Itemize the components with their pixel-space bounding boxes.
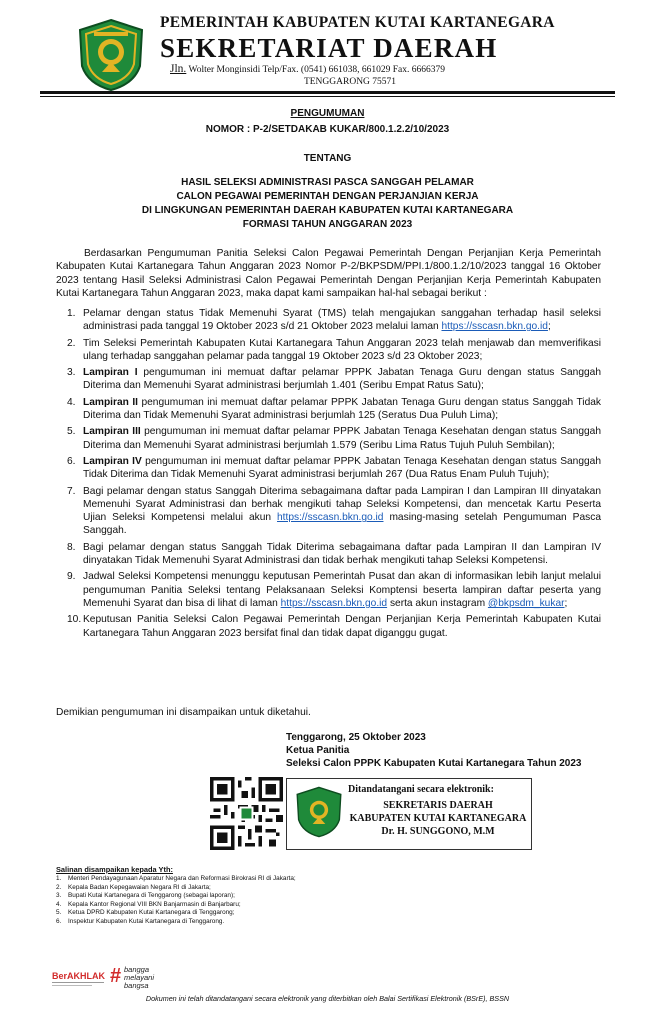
list-item: 6. Inspektur Kabupaten Kutai Kartanegara di Tenggarong. [56, 917, 225, 925]
list-item: 4. Kepala Kantor Regional VIII BKN Banjarmasin di Banjarbaru; [56, 900, 241, 908]
list-item: 2. Kepala Badan Kepegawaian Negara RI di Jakarta; [56, 883, 211, 891]
list-item: 1. Menteri Pendayagunaan Aparatur Negara dan Reformasi Birokrasi RI di Jakarta; [56, 875, 296, 882]
berakhlak-logo [52, 964, 172, 990]
esign-label: Ditandatangani secara elektronik: [348, 784, 494, 795]
address-text: Wolter Monginsidi Telp/Fax. (0541) 661038, 661029 Fax. 6666379 [188, 65, 445, 75]
copies-title: Salinan disampaikan kepada Yth: [56, 865, 173, 874]
address-prefix: Jln. [170, 63, 187, 75]
instagram-link[interactable]: @bkpsdm_kukar [487, 597, 565, 609]
list-item: 7. Bagi pelamar dengan status Sanggah Diterima sebagaimana daftar pada Lampiran I dan Lampiran III dinyatakan Memenuhi Syarat Administrasi dan berhak mengikuti tahap Seleksi Kompetensi, dan mencetak Kartu Peserta Ujian Seleksi Kompetensi melalui akun https://sscasn.bkn.go.id masing-masing setelah Pengumuman Pasca Sanggah. [67, 485, 601, 537]
list-item: 1. Pelamar dengan status Tidak Memenuhi Syarat (TMS) telah mengajukan sanggahan terhadap hasil seleksi administrasi pada tanggal 19 Oktober 2023 s/d 21 Oktober 2023 melalui laman https://sscasn.bkn.go.id; [67, 308, 601, 333]
list-item: 10. Keputusan Panitia Seleksi Calon Pegawai Pemerintah Dengan Perjanjian Kerja Pemerintah Kabupaten Kutai Kartanegara Tahun Anggaran 2023 bersifat final dan tidak dapat diganggu gugat. [67, 614, 601, 639]
sscasn-link[interactable]: https://sscasn.bkn.go.id [441, 321, 548, 333]
announcement-items [56, 307, 601, 643]
letterhead-rule-thin [40, 96, 615, 97]
announcement-number: NOMOR : P-2/SETDAKAB KUKAR/800.1.2.2/10/2023 [205, 124, 450, 135]
subject-line-3: DI LINGKUNGAN PEMERINTAH DAERAH KABUPATEN KUTAI KARTANEGARA [141, 205, 514, 216]
list-item: 6. Lampiran IV pengumuman ini memuat daftar pelamar PPPK Jabatan Tenaga Kesehatan dengan status Sanggah Tidak Diterima dan Tidak Memenuhi Syarat administrasi berjumlah 267 (Dua Ratus Enam Puluh Tujuh); [67, 455, 601, 481]
berakhlak-tag-1: bangga [124, 965, 150, 974]
signature-place-date: Tenggarong, 25 Oktober 2023 [286, 732, 426, 743]
berakhlak-brand: BerAKHLAK [52, 971, 106, 981]
esign-name: Dr. H. SUNGGONO, M.M [381, 826, 495, 837]
berakhlak-tag-2: melayani [124, 973, 155, 982]
closing-statement: Demikian pengumuman ini disampaikan untuk diketahui. [56, 707, 311, 718]
list-item: 5. Lampiran III pengumuman ini memuat daftar pelamar PPPK Jabatan Tenaga Kesehatan dengan status Sanggah Diterima dan Memenuhi Syarat administrasi berjumlah 1.579 (Seribu Lima Ratus Tujuh Puluh Sembilan); [67, 426, 601, 451]
letterhead-office: SEKRETARIAT DAERAH [160, 33, 498, 63]
copies-list [56, 875, 456, 927]
subject-line-2: CALON PEGAWAI PEMERINTAH DENGAN PERJANJIAN KERJA [176, 191, 479, 202]
list-item: 5. Ketua DPRD Kabupaten Kutai Kartanegara di Tenggarong; [56, 909, 235, 917]
list-item: 9. Jadwal Seleksi Kompetensi menunggu keputusan Pemerintah Pusat dan akan di informasikan lebih lanjut melalui pengumuman Panitia Seleksi tentang Pelaksanaan Seleksi Komptensi beserta lampiran daftar peserta yang Memenuhi Syarat dan bisa di lihat di laman https://sscasn.bkn.go.id serta akun instagram @bkpsdm_kukar; [67, 571, 601, 609]
esign-office-1: SEKRETARIS DAERAH [383, 800, 493, 811]
sscasn-link[interactable]: https://sscasn.bkn.go.id [280, 597, 388, 609]
sscasn-link[interactable]: https://sscasn.bkn.go.id [277, 512, 384, 524]
svg-text:#: # [110, 965, 122, 987]
list-item: 3. Bupati Kutai Kartanegara di Tenggarong (sebagai laporan); [56, 892, 235, 900]
list-item: 2. Tim Seleksi Pemerintah Kabupaten Kutai Kartanegara Tahun Anggaran 2023 telah menjawab dan memverifikasi ulang terhadap sanggahan pelamar pada tanggal 19 Oktober 2023 s/d 23 Oktober 2023; [67, 337, 601, 362]
letterhead-address [170, 63, 590, 75]
intro-paragraph: Berdasarkan Pengumuman Panitia Seleksi Calon Pegawai Pemerintah Dengan Perjanjian Kerja Pemerintah Kabupaten Kutai Kartanegara Tahun Anggaran 2023 Nomor P-2/BKPSDM/PPI.1/800.1.2/10/2023 tanggal 16 Oktober 2023 tentang Hasil Seleksi Administrasi Calon Pegawai Pemerintah Dengan Perjanjian Kerja Pemerintah Kabupaten Kutai Kartanegara Tahun Anggaran 2023, maka dapat kami sampaikan hal-hal sebagai berikut : [56, 248, 601, 299]
announcement-about: TENTANG [303, 153, 352, 164]
signature-committee: Seleksi Calon PPPK Kabupaten Kutai Kartanegara Tahun 2023 [286, 758, 582, 769]
announcement-title: PENGUMUMAN [290, 108, 365, 119]
esign-office-2: KABUPATEN KUTAI KARTANEGARA [349, 813, 527, 824]
footer-note: Dokumen ini telah ditandatangani secara elektronik yang diterbitkan oleh Balai Sertifikasi Elektronik (BSrE), BSSN [145, 994, 510, 1003]
qr-code [210, 777, 283, 850]
kutai-kartanegara-logo [74, 18, 148, 92]
subject-line-4: FORMASI TAHUN ANGGARAN 2023 [242, 219, 413, 230]
letterhead-government: PEMERINTAH KABUPATEN KUTAI KARTANEGARA [160, 14, 555, 31]
subject-line-1: HASIL SELEKSI ADMINISTRASI PASCA SANGGAH PELAMAR [181, 177, 474, 188]
list-item: 3. Lampiran I pengumuman ini memuat daftar pelamar PPPK Jabatan Tenaga Guru dengan status Sanggah Diterima dan Memenuhi Syarat administrasi berjumlah 1.401 (Seribu Empat Ratus Satu); [67, 367, 601, 392]
list-item: 4. Lampiran II pengumuman ini memuat daftar pelamar PPPK Jabatan Tenaga Guru dengan status Sanggah Tidak Diterima dan Tidak Memenuhi Syarat administrasi berjumlah 125 (Seratus Dua Puluh Lima); [67, 396, 601, 422]
letterhead-rule-thick [40, 91, 615, 94]
letterhead-city: TENGGARONG 75571 [303, 77, 397, 87]
signature-role: Ketua Panitia [286, 745, 350, 756]
kutai-kartanegara-logo [293, 786, 345, 838]
berakhlak-tag-3: bangsa [124, 981, 149, 990]
list-item: 8. Bagi pelamar dengan status Sanggah Tidak Diterima sebagaimana daftar pada Lampiran II dan Lampiran IV dinyatakan Tidak Memenuhi Syarat Administrasi dan tidak berhak mengikuti tahap Seleksi Kompetensi. [67, 541, 601, 567]
